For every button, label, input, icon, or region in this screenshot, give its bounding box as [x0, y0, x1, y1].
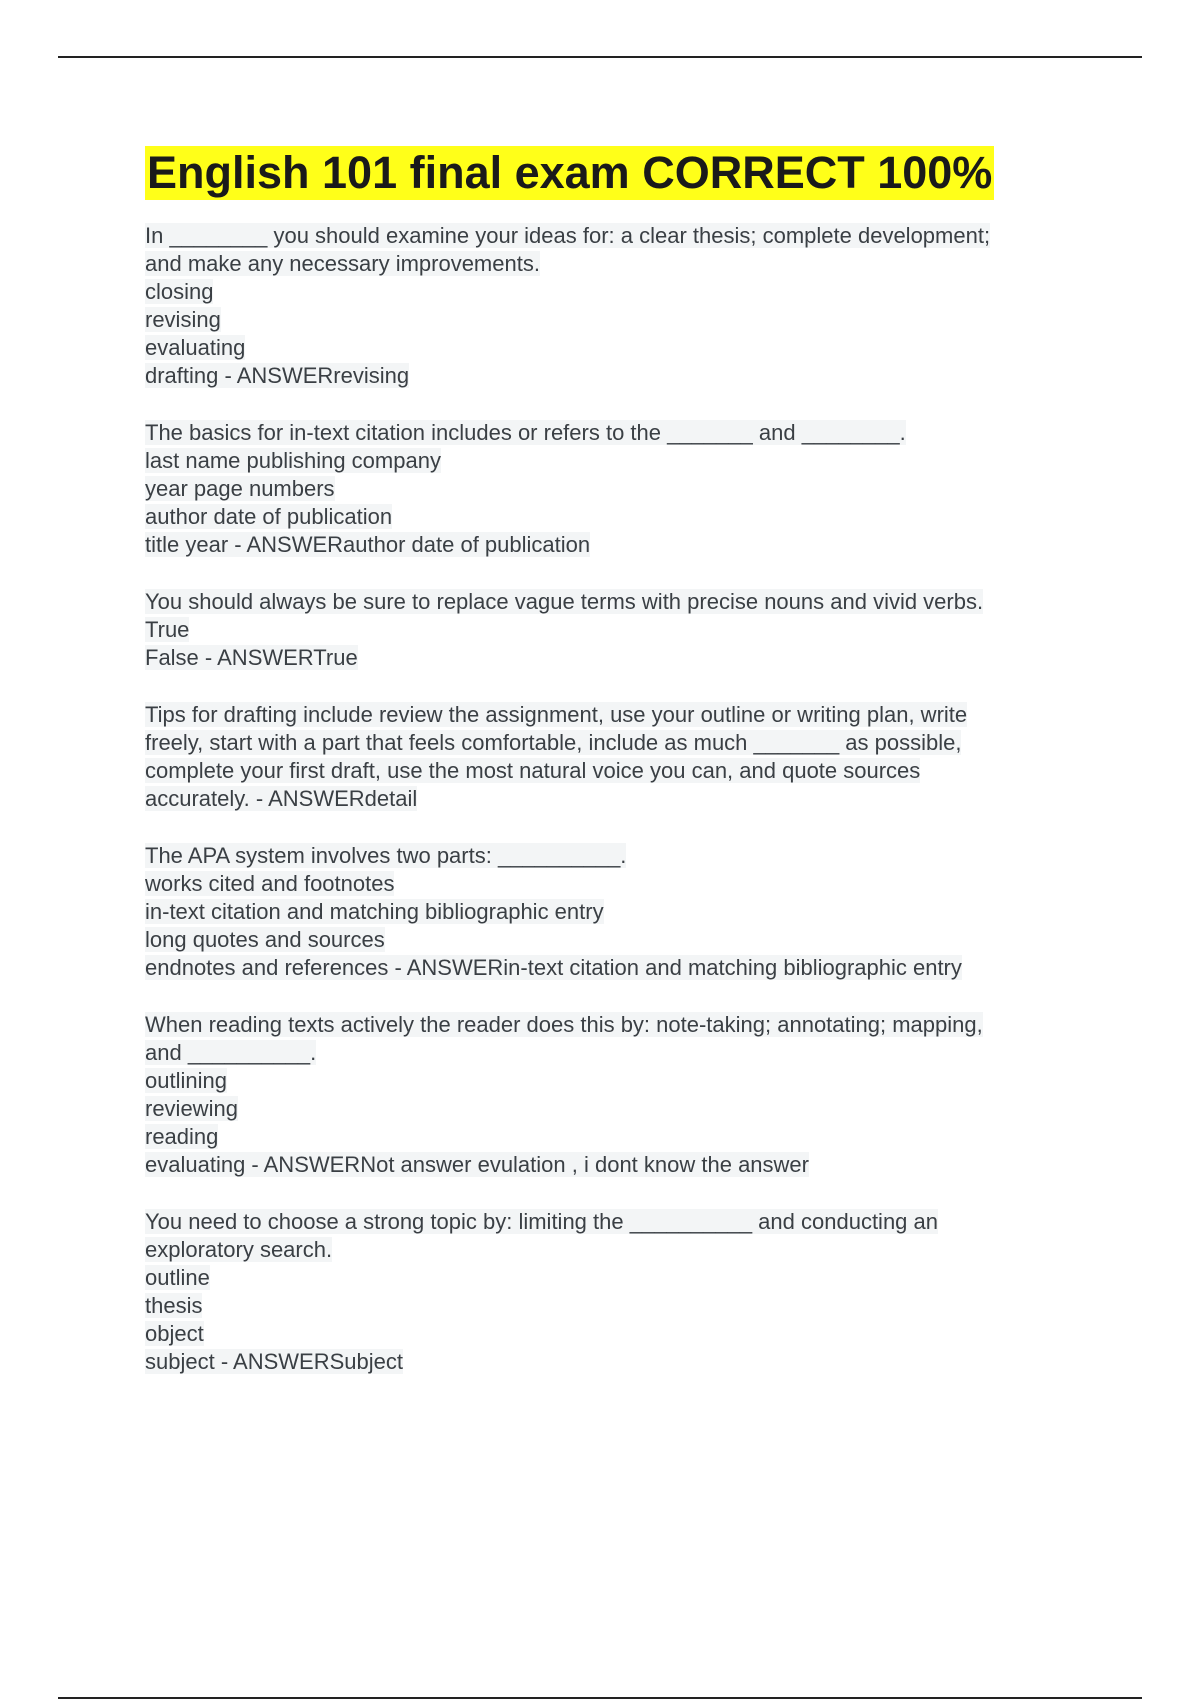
- question-2-option-1: last name publishing company: [145, 448, 441, 473]
- question-3-option-1: True: [145, 617, 190, 642]
- question-2-answer: title year - ANSWERauthor date of publication: [145, 532, 591, 557]
- document-title: English 101 final exam CORRECT 100%: [147, 147, 993, 198]
- question-7-line-1: You need to choose a strong topic by: limiting the __________ and conducting an: [145, 1209, 938, 1234]
- question-3: [145, 588, 1085, 672]
- question-6-option-3: reading: [145, 1124, 219, 1149]
- question-5-answer: endnotes and references - ANSWERin-text citation and matching bibliographic entry: [145, 955, 962, 980]
- question-7: [145, 1208, 1085, 1376]
- question-5: [145, 842, 1085, 982]
- question-6-option-2: reviewing: [145, 1096, 238, 1121]
- question-7-option-2: thesis: [145, 1293, 203, 1318]
- question-6-option-1: outlining: [145, 1068, 227, 1093]
- question-7-line-2: exploratory search.: [145, 1237, 333, 1262]
- question-4-line-3: complete your first draft, use the most natural voice you can, and quote sources: [145, 758, 921, 783]
- question-1-option-3: evaluating: [145, 335, 246, 360]
- question-5-line-1: The APA system involves two parts: __________.: [145, 843, 627, 868]
- question-5-option-2: in-text citation and matching bibliographic entry: [145, 899, 604, 924]
- question-4-answer: accurately. - ANSWERdetail: [145, 786, 418, 811]
- question-1: [145, 222, 1085, 390]
- question-6: [145, 1011, 1085, 1179]
- question-4: [145, 701, 1085, 813]
- question-1-line-2: and make any necessary improvements.: [145, 251, 540, 276]
- question-6-line-1: When reading texts actively the reader does this by: note-taking; annotating; mapping,: [145, 1012, 983, 1037]
- question-2-line-1: The basics for in-text citation includes or refers to the _______ and ________.: [145, 420, 906, 445]
- document-body: [145, 146, 1085, 1405]
- question-2-option-2: year page numbers: [145, 476, 335, 501]
- question-3-line-1: You should always be sure to replace vague terms with precise nouns and vivid verbs.: [145, 589, 984, 614]
- question-6-answer: evaluating - ANSWERNot answer evulation , i dont know the answer: [145, 1152, 809, 1177]
- bottom-rule: [58, 1697, 1142, 1699]
- question-1-option-2: revising: [145, 307, 221, 332]
- question-2: [145, 419, 1085, 559]
- question-5-option-3: long quotes and sources: [145, 927, 385, 952]
- question-1-answer: drafting - ANSWERrevising: [145, 363, 410, 388]
- question-7-option-1: outline: [145, 1265, 210, 1290]
- question-7-option-3: object: [145, 1321, 204, 1346]
- question-3-answer: False - ANSWERTrue: [145, 645, 358, 670]
- question-5-option-1: works cited and footnotes: [145, 871, 395, 896]
- question-1-line-1: In ________ you should examine your ideas for: a clear thesis; complete development;: [145, 223, 991, 248]
- question-2-option-3: author date of publication: [145, 504, 393, 529]
- top-rule: [58, 56, 1142, 58]
- question-7-answer: subject - ANSWERSubject: [145, 1349, 403, 1374]
- question-6-line-2: and __________.: [145, 1040, 317, 1065]
- question-4-line-2: freely, start with a part that feels comfortable, include as much _______ as possible,: [145, 730, 962, 755]
- question-1-option-1: closing: [145, 279, 214, 304]
- question-4-line-1: Tips for drafting include review the assignment, use your outline or writing plan, write: [145, 702, 968, 727]
